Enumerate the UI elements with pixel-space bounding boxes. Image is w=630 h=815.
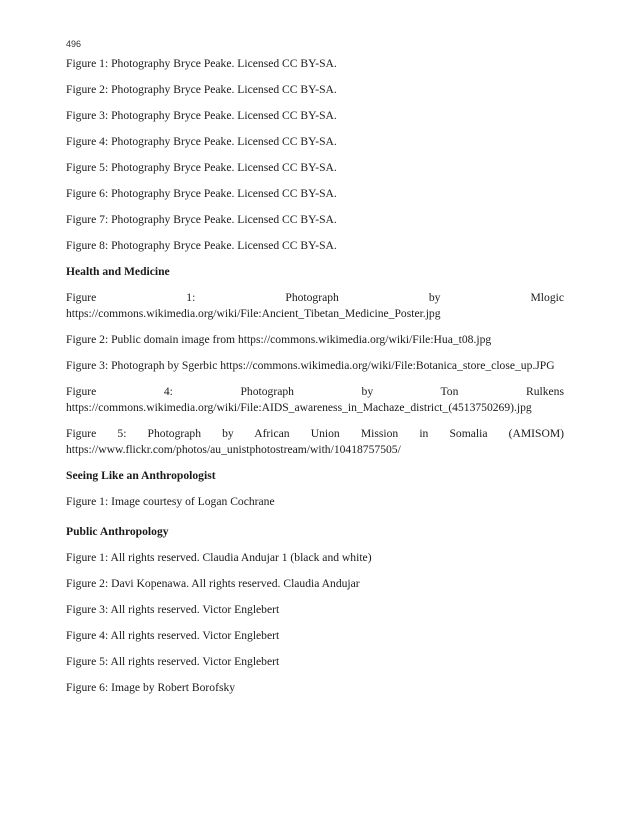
credit-line: Figure 4: Photograph by Ton Rulkens https://commons.wikimedia.org/wiki/File:AIDS_awareness_in_Machaze_district_(4513750269).jpg (66, 385, 564, 414)
credit-line: Figure 6: Image by Robert Borofsky (66, 681, 236, 694)
section-heading: Health and Medicine (66, 265, 170, 278)
credit-line: Figure 1: Image courtesy of Logan Cochrane (66, 495, 275, 508)
credit-line: Figure 6: Photography Bryce Peake. Licensed CC BY-SA. (66, 187, 337, 200)
credit-line: Figure 4: Photography Bryce Peake. Licensed CC BY-SA. (66, 135, 337, 148)
credit-line: Figure 5: All rights reserved. Victor Englebert (66, 655, 280, 668)
credit-line: Figure 2: Photography Bryce Peake. Licensed CC BY-SA. (66, 83, 337, 96)
section-heading: Seeing Like an Anthropologist (66, 469, 216, 482)
credit-line: Figure 5: Photograph by African Union Mission in Somalia (AMISOM) https://www.flickr.com/photos/au_unistphotostream/with/10418757505/ (66, 427, 564, 456)
seeing-like-anthropologist-section (66, 468, 564, 510)
credit-line: Figure 5: Photography Bryce Peake. Licensed CC BY-SA. (66, 161, 337, 174)
section-heading: Public Anthropology (66, 525, 169, 538)
credit-line: Figure 3: All rights reserved. Victor Englebert (66, 603, 280, 616)
credit-line: Figure 8: Photography Bryce Peake. Licensed CC BY-SA. (66, 239, 337, 252)
credit-line: Figure 3: Photograph by Sgerbic https://commons.wikimedia.org/wiki/File:Botanica_store_close_up.JPG (66, 359, 555, 372)
health-medicine-section (66, 264, 564, 458)
photo-credits-list (66, 56, 564, 254)
credit-line: Figure 1: All rights reserved. Claudia Andujar 1 (black and white) (66, 551, 372, 564)
credits-content (66, 56, 564, 706)
page-number: 496 (66, 39, 82, 49)
credit-line: Figure 4: All rights reserved. Victor Englebert (66, 629, 280, 642)
credit-line: Figure 2: Davi Kopenawa. All rights reserved. Claudia Andujar (66, 577, 360, 590)
credit-line: Figure 7: Photography Bryce Peake. Licensed CC BY-SA. (66, 213, 337, 226)
public-anthropology-section (66, 524, 564, 696)
credit-line: Figure 2: Public domain image from https://commons.wikimedia.org/wiki/File:Hua_t08.jpg (66, 333, 492, 346)
credit-line: Figure 3: Photography Bryce Peake. Licensed CC BY-SA. (66, 109, 337, 122)
credit-line: Figure 1: Photograph by Mlogic https://commons.wikimedia.org/wiki/File:Ancient_Tibetan_Medicine_Poster.jpg (66, 291, 564, 320)
credit-line: Figure 1: Photography Bryce Peake. Licensed CC BY-SA. (66, 57, 337, 70)
